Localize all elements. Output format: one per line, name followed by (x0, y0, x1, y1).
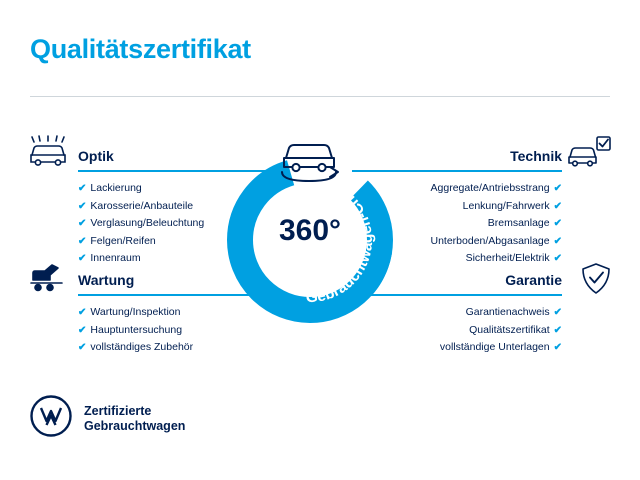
check-icon: ✔ (78, 235, 87, 247)
list-item: ✔ Lackierung (78, 182, 142, 194)
page-title: Qualitätszertifikat (30, 34, 251, 64)
car-inspection-icon (568, 135, 612, 174)
title-divider (30, 96, 610, 97)
check-icon: ✔ (553, 235, 562, 247)
section-title-technik: Technik (510, 148, 562, 164)
check-icon: ✔ (78, 200, 87, 212)
section-title-garantie: Garantie (505, 272, 562, 288)
list-item: ✔ vollständiges Zubehör (78, 341, 194, 353)
footer-line-1: Zertifizierte (84, 403, 152, 418)
degrees-label: 360° (278, 214, 342, 247)
list-item: Bremsanlage ✔ (487, 217, 562, 229)
list-item: ✔ Wartung/Inspektion (78, 306, 181, 318)
list-item: Garantienachweis ✔ (465, 306, 562, 318)
list-item: ✔ Karosserie/Anbauteile (78, 199, 194, 212)
list-item: Lenkung/Fahrwerk ✔ (462, 199, 562, 212)
list-item: Sicherheit/Elektrik ✔ (465, 252, 562, 264)
footer-line-2: Gebrauchtwagen (84, 418, 186, 433)
list-item: ✔ Innenraum (78, 252, 141, 264)
footer-text (84, 404, 185, 434)
check-icon: ✔ (553, 324, 562, 336)
check-icon: ✔ (553, 183, 562, 194)
list-item: ✔ Felgen/Reifen (78, 234, 156, 247)
check-icon: ✔ (78, 324, 87, 336)
check-icon: ✔ (553, 307, 562, 318)
service-truck-icon (28, 262, 68, 299)
car-wash-icon (28, 135, 68, 174)
list-item: Qualitätszertifikat ✔ (469, 323, 562, 336)
list-item: Unterboden/Abgasanlage ✔ (430, 234, 562, 247)
360-check-badge (222, 152, 398, 328)
check-icon: ✔ (553, 253, 562, 264)
check-icon: ✔ (553, 342, 562, 353)
check-icon: ✔ (78, 253, 87, 264)
check-icon: ✔ (553, 200, 562, 212)
check-icon: ✔ (78, 218, 87, 229)
shield-check-icon (580, 262, 612, 301)
section-title-wartung: Wartung (78, 272, 135, 288)
list-item: ✔ Verglasung/Beleuchtung (78, 217, 205, 229)
footer-brand (30, 395, 185, 442)
vw-logo-icon (30, 395, 72, 442)
list-item: ✔ Hauptuntersuchung (78, 323, 183, 336)
check-icon: ✔ (553, 218, 562, 229)
check-icon: ✔ (78, 307, 87, 318)
ring-text: Gebrauchtwagen-Check (305, 177, 377, 307)
car-360-icon (272, 124, 350, 186)
list-item: vollständige Unterlagen ✔ (439, 341, 562, 353)
list-item: Aggregate/Antriebsstrang ✔ (430, 182, 562, 194)
check-icon: ✔ (78, 342, 87, 353)
section-title-optik: Optik (78, 148, 114, 164)
check-icon: ✔ (78, 183, 87, 194)
